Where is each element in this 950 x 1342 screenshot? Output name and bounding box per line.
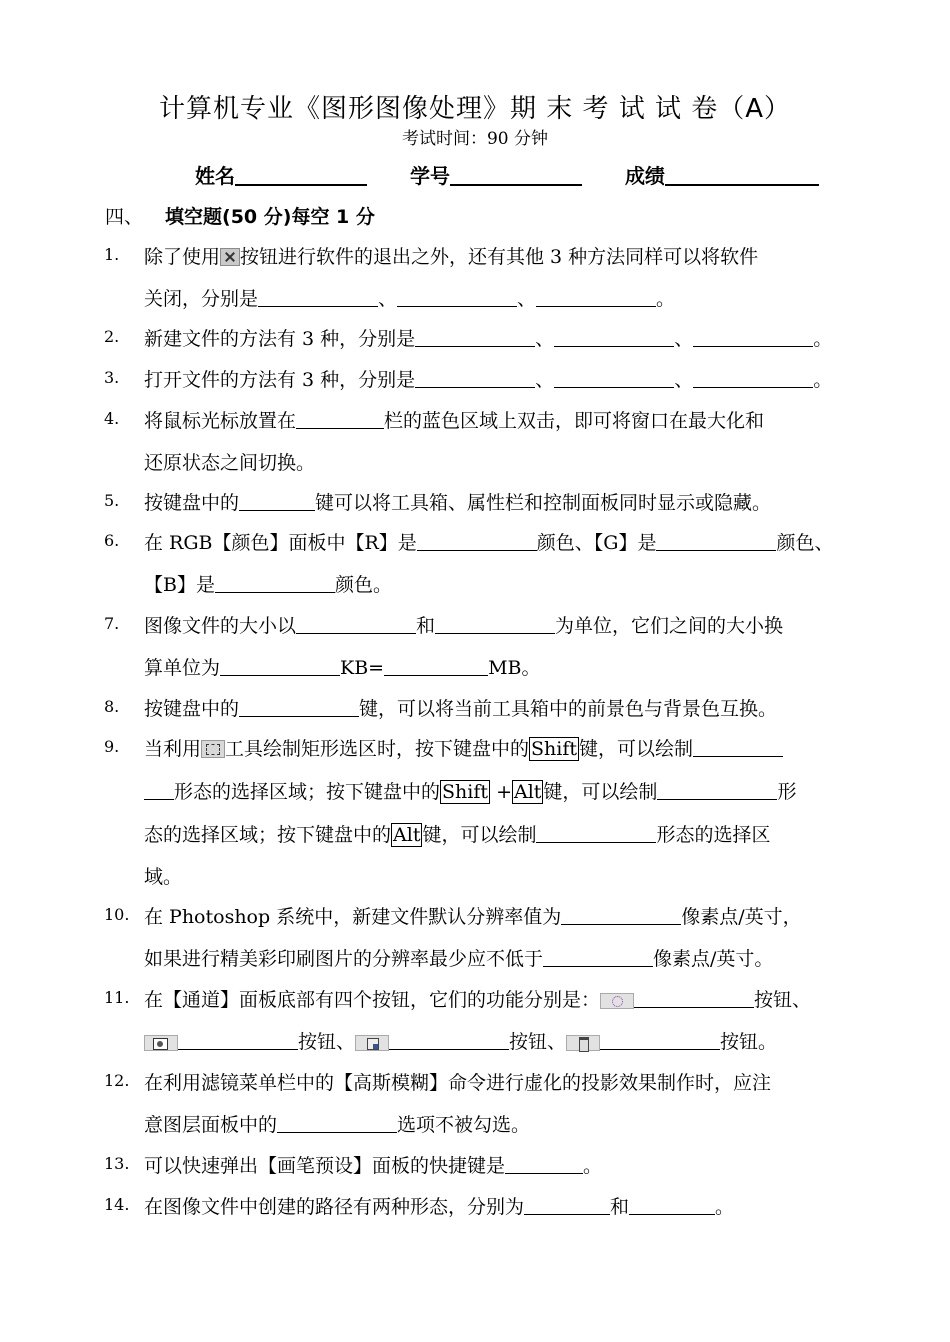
question-line: 算单位为 KB= MB。 <box>144 657 541 679</box>
answer-blank[interactable] <box>554 328 674 347</box>
question-line: 在 Photoshop 系统中，新建文件默认分辨率值为 像素点/英寸， <box>144 906 802 928</box>
question-line: 图像文件的大小以 和 为单位，它们之间的大小换 <box>144 615 784 637</box>
answer-blank[interactable] <box>389 1031 509 1050</box>
new-channel-icon <box>355 1035 389 1051</box>
answer-blank[interactable] <box>296 615 416 634</box>
question-line: 在【通道】面板底部有四个按钮，它们的功能分别是： 按钮、 <box>144 989 812 1011</box>
question-number: 13. <box>104 1154 130 1173</box>
alt-key: Alt <box>513 781 542 803</box>
question-line: 按键盘中的 键，可以将当前工具箱中的前景色与背景色互换。 <box>144 698 778 720</box>
question-number: 10. <box>104 905 130 924</box>
rectangular-marquee-icon <box>201 740 225 758</box>
question-number: 5. <box>104 491 120 510</box>
answer-blank[interactable] <box>220 657 340 676</box>
answer-blank[interactable] <box>397 288 517 307</box>
question-line: 如果进行精美彩印刷图片的分辨率最少应不低于 像素点/英寸。 <box>144 948 774 970</box>
question-line: 态的选择区域；按下键盘中的 Alt 键，可以绘制 形态的选择区 <box>144 824 771 846</box>
close-button-icon <box>220 248 240 266</box>
section-number: 四、 <box>105 206 144 228</box>
answer-blank[interactable] <box>693 328 813 347</box>
name-blank[interactable] <box>235 164 367 186</box>
student-id-blank[interactable] <box>450 164 582 186</box>
exam-title: 计算机专业《图形图像处理》期 末 考 试 试 卷（A） <box>158 94 792 124</box>
exam-duration: 考试时间：90 分钟 <box>401 129 549 149</box>
question-line: 在 RGB【颜色】面板中【R】是 颜色、【G】是 颜色、 <box>144 532 834 554</box>
answer-blank[interactable] <box>258 288 378 307</box>
question-line: 在利用滤镜菜单栏中的【高斯模糊】命令进行虚化的投影效果制作时，应注 <box>144 1072 772 1094</box>
answer-blank[interactable] <box>239 492 315 511</box>
answer-blank[interactable] <box>536 824 656 843</box>
answer-blank[interactable] <box>435 615 555 634</box>
student-info-line <box>195 160 819 189</box>
answer-blank[interactable] <box>178 1031 298 1050</box>
name-label: 姓名 <box>195 164 235 188</box>
question-number: 7. <box>104 614 120 633</box>
question-number: 4. <box>104 409 120 428</box>
answer-blank[interactable] <box>629 1196 715 1215</box>
save-selection-mask-icon <box>144 1035 178 1051</box>
alt-key: Alt <box>393 824 421 846</box>
answer-blank[interactable] <box>634 989 754 1008</box>
question-line: 按键盘中的 键可以将工具箱、属性栏和控制面板同时显示或隐藏。 <box>144 492 772 514</box>
answer-blank[interactable] <box>693 738 783 757</box>
question-line: 可以快速弹出【画笔预设】面板的快捷键是 。 <box>144 1155 603 1177</box>
delete-channel-icon <box>566 1035 600 1051</box>
answer-blank[interactable] <box>215 574 335 593</box>
answer-blank[interactable] <box>693 369 813 388</box>
question-number: 3. <box>104 368 120 387</box>
load-selection-icon <box>600 993 634 1009</box>
question-line: 形态的选择区域；按下键盘中的 Shift + Alt 键，可以绘制 形 <box>144 777 796 804</box>
answer-blank[interactable] <box>415 369 535 388</box>
answer-blank[interactable] <box>144 781 174 800</box>
answer-blank[interactable] <box>561 906 681 925</box>
question-line: 关闭，分别是 、 、 。 <box>144 288 676 310</box>
answer-blank[interactable] <box>554 369 674 388</box>
question-line: 按钮、 按钮、 按钮。 <box>144 1027 777 1054</box>
answer-blank[interactable] <box>657 781 777 800</box>
section-heading <box>105 202 375 229</box>
question-number: 9. <box>104 737 120 756</box>
question-number: 1. <box>104 245 120 264</box>
shift-key: Shift <box>442 781 489 803</box>
question-line: 当利用 工具绘制矩形选区时，按下键盘中的 Shift 键，可以绘制 <box>144 734 783 761</box>
question-line: 还原状态之间切换。 <box>144 452 316 474</box>
student-id-label: 学号 <box>409 164 450 188</box>
question-number: 8. <box>104 697 120 716</box>
answer-blank[interactable] <box>543 948 653 967</box>
question-number: 11. <box>104 988 130 1007</box>
answer-blank[interactable] <box>277 1114 397 1133</box>
question-line: 【B】是 颜色。 <box>144 574 392 596</box>
question-line: 将鼠标光标放置在 栏的蓝色区域上双击，即可将窗口在最大化和 <box>144 410 765 432</box>
answer-blank[interactable] <box>415 328 535 347</box>
score-label: 成绩 <box>624 164 665 188</box>
answer-blank[interactable] <box>505 1155 583 1174</box>
question-line: 新建文件的方法有 3 种，分别是 、 、 。 <box>144 328 833 350</box>
answer-blank[interactable] <box>384 657 488 676</box>
question-line: 打开文件的方法有 3 种，分别是 、 、 。 <box>144 369 833 391</box>
answer-blank[interactable] <box>417 532 537 551</box>
question-number: 2. <box>104 327 120 346</box>
answer-blank[interactable] <box>600 1031 720 1050</box>
question-line: 域。 <box>144 866 183 888</box>
answer-blank[interactable] <box>656 532 776 551</box>
answer-blank[interactable] <box>524 1196 610 1215</box>
answer-blank[interactable] <box>296 410 384 429</box>
question-number: 14. <box>104 1195 130 1214</box>
question-number: 6. <box>104 531 120 550</box>
question-number: 12. <box>104 1071 130 1090</box>
answer-blank[interactable] <box>239 698 359 717</box>
question-line: 除了使用 按钮进行软件的退出之外，还有其他 3 种方法同样可以将软件 <box>144 246 759 268</box>
shift-key: Shift <box>531 738 578 760</box>
score-blank[interactable] <box>665 164 819 186</box>
answer-blank[interactable] <box>536 288 656 307</box>
section-title: 填空题(50 分)每空 1 分 <box>165 206 375 228</box>
question-line: 在图像文件中创建的路径有两种形态，分别为 和 。 <box>144 1196 735 1218</box>
question-line: 意图层面板中的 选项不被勾选。 <box>144 1114 531 1136</box>
